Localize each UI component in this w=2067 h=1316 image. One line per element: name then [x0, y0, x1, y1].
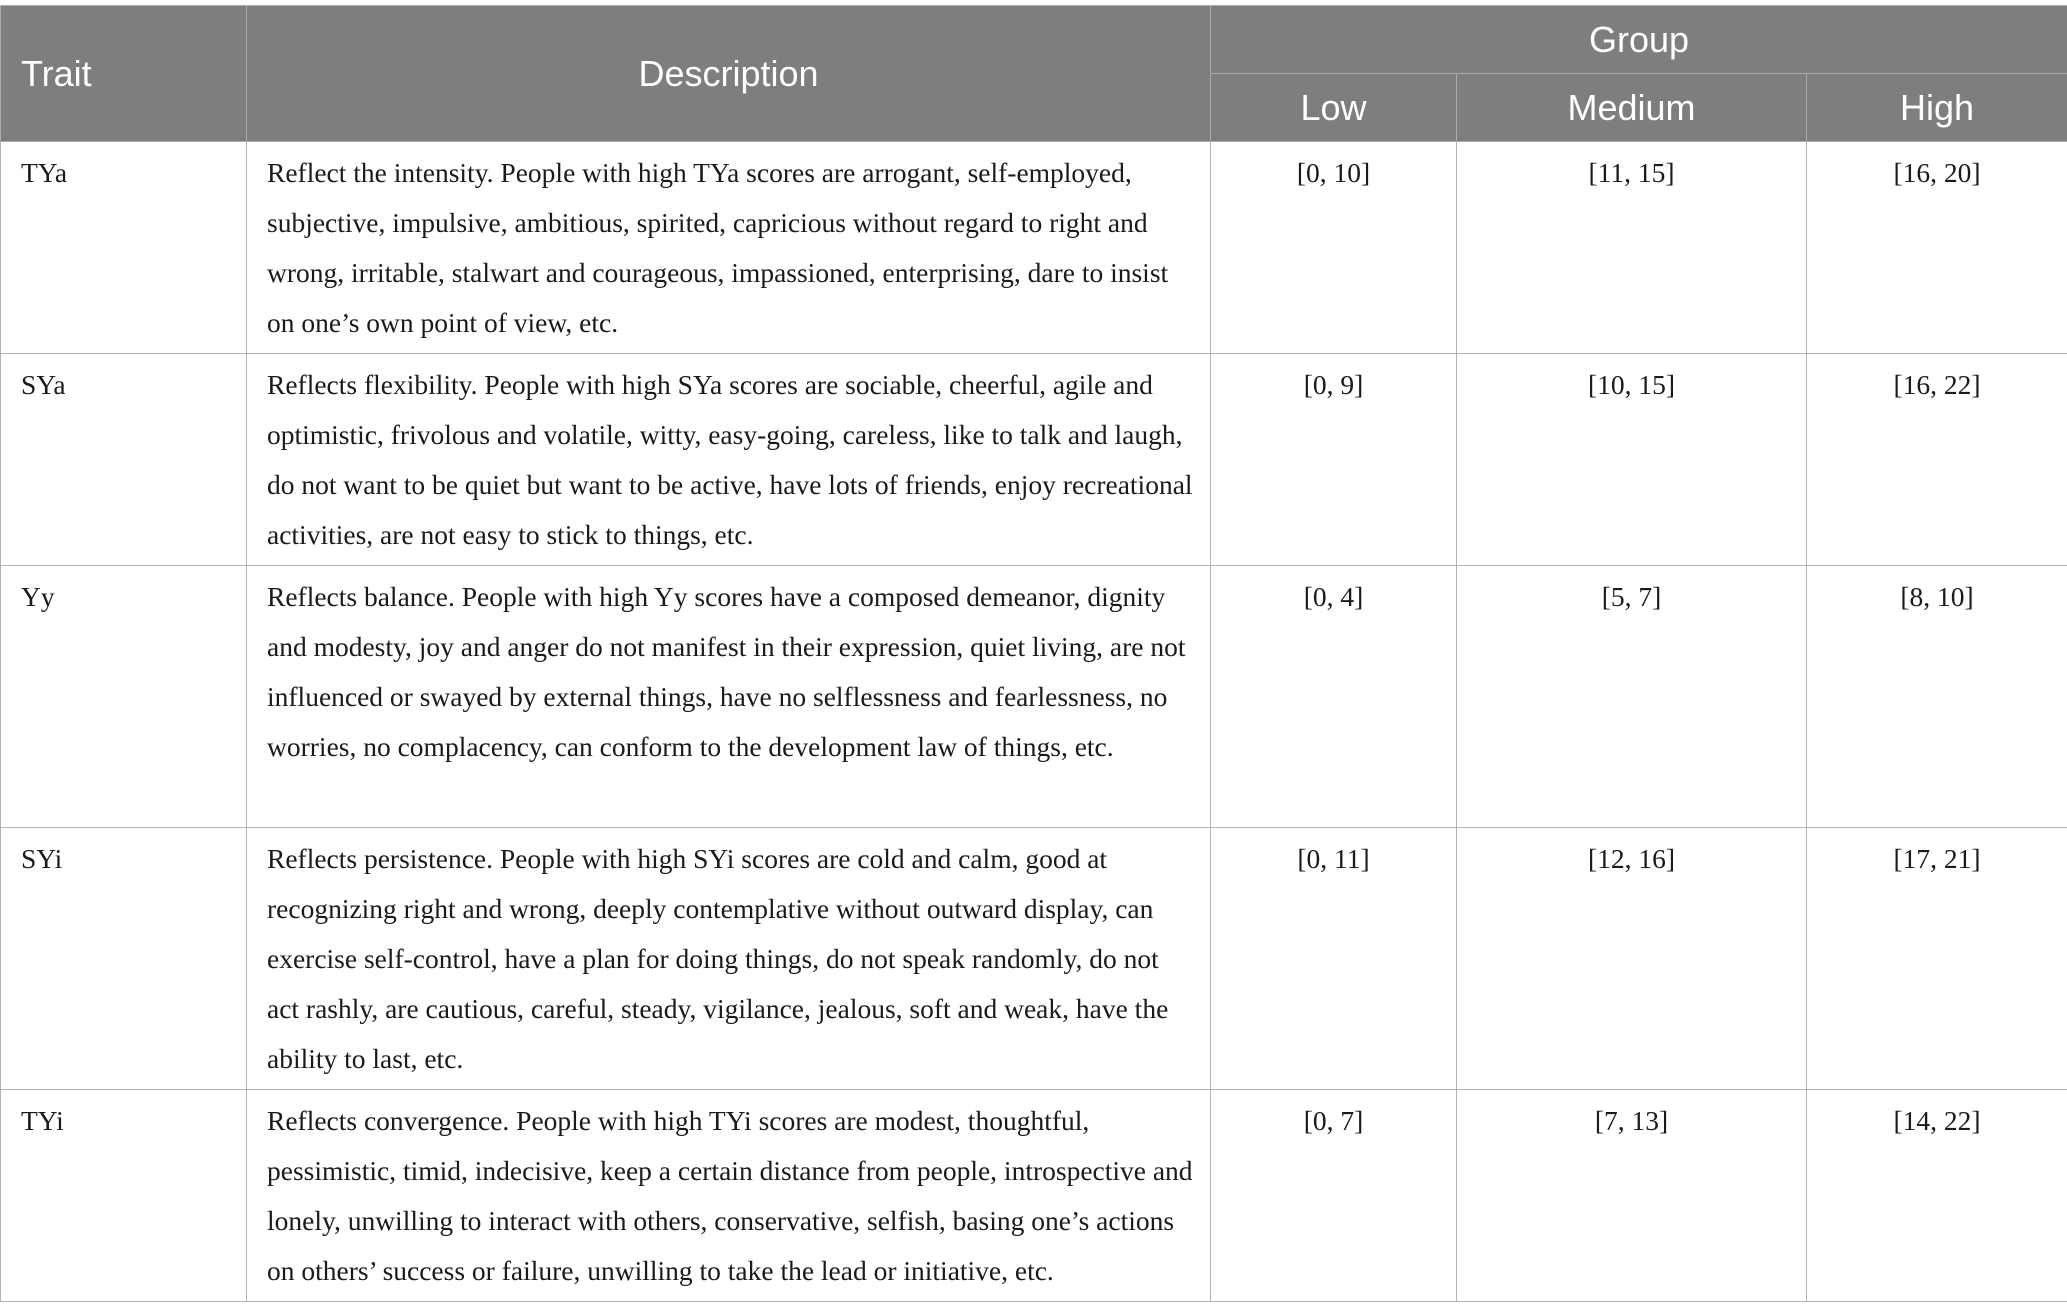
high-range-cell: [16, 22] — [1807, 354, 2067, 566]
table-row — [1, 1090, 2067, 1302]
header-low: Low — [1211, 74, 1457, 142]
header-trait: Trait — [1, 6, 247, 142]
description-cell: Reflects balance. People with high Yy scores have a composed demeanor, dignity and modesty, joy and anger do not manifest in their expression, quiet living, are not influenced or swayed by external things, have no selflessness and fearlessness, no worries, no complacency, can conform to the development law of things, etc. — [247, 566, 1211, 828]
description-cell: Reflects flexibility. People with high SYa scores are sociable, cheerful, agile and optimistic, frivolous and volatile, witty, easy-going, careless, like to talk and laugh, do not want to be quiet but want to be active, have lots of friends, enjoy recreational activities, are not easy to stick to things, etc. — [247, 354, 1211, 566]
high-range-cell: [16, 20] — [1807, 142, 2067, 354]
table-header — [1, 6, 2067, 142]
low-range-cell: [0, 11] — [1211, 828, 1457, 1090]
trait-cell: TYi — [1, 1090, 247, 1302]
header-medium: Medium — [1457, 74, 1807, 142]
low-range-cell: [0, 10] — [1211, 142, 1457, 354]
low-range-cell: [0, 4] — [1211, 566, 1457, 828]
header-row-top — [1, 6, 2067, 74]
trait-cell: Yy — [1, 566, 247, 828]
low-range-cell: [0, 9] — [1211, 354, 1457, 566]
table-row — [1, 354, 2067, 566]
medium-range-cell: [12, 16] — [1457, 828, 1807, 1090]
trait-cell: SYa — [1, 354, 247, 566]
low-range-cell: [0, 7] — [1211, 1090, 1457, 1302]
table-row — [1, 142, 2067, 354]
medium-range-cell: [5, 7] — [1457, 566, 1807, 828]
medium-range-cell: [11, 15] — [1457, 142, 1807, 354]
trait-cell: SYi — [1, 828, 247, 1090]
high-range-cell: [8, 10] — [1807, 566, 2067, 828]
trait-cell: TYa — [1, 142, 247, 354]
medium-range-cell: [7, 13] — [1457, 1090, 1807, 1302]
high-range-cell: [17, 21] — [1807, 828, 2067, 1090]
header-group: Group — [1211, 6, 2067, 74]
high-range-cell: [14, 22] — [1807, 1090, 2067, 1302]
description-cell: Reflects persistence. People with high SYi scores are cold and calm, good at recognizing right and wrong, deeply contemplative without outward display, can exercise self-control, have a plan for doing things, do not speak randomly, do not act rashly, are cautious, careful, steady, vigilance, jealous, soft and weak, have the ability to last, etc. — [247, 828, 1211, 1090]
description-cell: Reflect the intensity. People with high TYa scores are arrogant, self-employed, subjective, impulsive, ambitious, spirited, capricious without regard to right and wrong, irritable, stalwart and courageous, impassioned, enterprising, dare to insist on one’s own point of view, etc. — [247, 142, 1211, 354]
table-row — [1, 828, 2067, 1090]
header-description: Description — [247, 6, 1211, 142]
trait-table — [0, 5, 2067, 1302]
table-row — [1, 566, 2067, 828]
table-body — [1, 142, 2067, 1302]
header-high: High — [1807, 74, 2067, 142]
medium-range-cell: [10, 15] — [1457, 354, 1807, 566]
description-cell: Reflects convergence. People with high TYi scores are modest, thoughtful, pessimistic, timid, indecisive, keep a certain distance from people, introspective and lonely, unwilling to interact with others, conservative, selfish, basing one’s actions on others’ success or failure, unwilling to take the lead or initiative, etc. — [247, 1090, 1211, 1302]
